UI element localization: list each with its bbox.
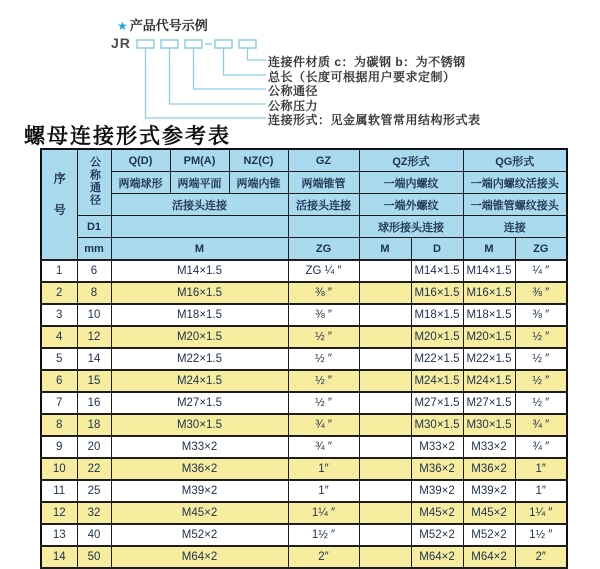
- cell-qz_d: M64×2: [411, 546, 463, 568]
- cell-gz: ½ ″: [288, 348, 359, 370]
- cell-dn: 22: [77, 458, 111, 480]
- cell-qg_m: M14×1.5: [463, 260, 515, 282]
- cell-dn: 40: [77, 524, 111, 546]
- cell-seq: 4: [41, 326, 77, 348]
- header-qg-desc1: 一端内螺纹活接头: [463, 172, 567, 194]
- cell-qz_m: [359, 546, 411, 568]
- cell-qz_m: [359, 348, 411, 370]
- header-qg-m: M: [463, 238, 515, 261]
- label-nominal-pressure: 公称压力: [268, 99, 319, 113]
- cell-qg_m: M30×1.5: [463, 414, 515, 436]
- cell-m: M20×1.5: [111, 326, 288, 348]
- header-nominal-diameter: 公称通径: [77, 149, 111, 216]
- star-icon: ★: [117, 19, 128, 33]
- cell-qg_m: M64×2: [463, 546, 515, 568]
- cell-gz: ½ ″: [288, 326, 359, 348]
- cell-qz_d: M27×1.5: [411, 392, 463, 414]
- cell-m: M39×2: [111, 480, 288, 502]
- cell-m: M24×1.5: [111, 370, 288, 392]
- cell-seq: 11: [41, 480, 77, 502]
- cell-qz_d: M52×2: [411, 524, 463, 546]
- header-qz-desc1: 一端内螺纹: [359, 172, 463, 194]
- header-qg-zg: ZG: [515, 238, 567, 261]
- cell-qg_zg: ⅜ ″: [515, 282, 567, 304]
- table-row: [41, 304, 567, 326]
- cell-qg_zg: 1″: [515, 458, 567, 480]
- cell-qz_d: M20×1.5: [411, 326, 463, 348]
- cell-m: M18×1.5: [111, 304, 288, 326]
- cell-qg_zg: 1″: [515, 480, 567, 502]
- cell-gz: 2″: [288, 546, 359, 568]
- header-q-desc: 两端球形: [111, 172, 170, 194]
- cell-qg_zg: 1½ ″: [515, 524, 567, 546]
- label-total-length: 总长（长度可根据用户要求定制）: [268, 70, 456, 84]
- code-box-5: [239, 40, 256, 48]
- cell-qg_m: M52×2: [463, 524, 515, 546]
- cell-qz_d: M16×1.5: [411, 282, 463, 304]
- cell-qz_d: M33×2: [411, 436, 463, 458]
- label-nominal-diameter: 公称通径: [268, 84, 319, 98]
- cell-gz: ½ ″: [288, 370, 359, 392]
- code-box-2: [161, 40, 178, 48]
- cell-seq: 7: [41, 392, 77, 414]
- cell-qz_d: M22×1.5: [411, 348, 463, 370]
- header-seq: 序号: [41, 149, 77, 260]
- cell-qz_m: [359, 326, 411, 348]
- header-union-connection-gz: 活接头连接: [288, 194, 359, 216]
- cell-qz_d: M24×1.5: [411, 370, 463, 392]
- diagram-heading-text: 产品代号示例: [129, 18, 208, 33]
- cell-qz_m: [359, 524, 411, 546]
- table-row: [41, 260, 567, 282]
- leader-lines: [146, 48, 267, 118]
- cell-dn: 12: [77, 326, 111, 348]
- header-col-nz: NZ(C): [229, 149, 288, 172]
- table-row: [41, 326, 567, 348]
- table-row: [41, 392, 567, 414]
- cell-qg_zg: ⅜ ″: [515, 304, 567, 326]
- cell-dn: 14: [77, 348, 111, 370]
- cell-qz_m: [359, 480, 411, 502]
- cell-m: M22×1.5: [111, 348, 288, 370]
- cell-qz_d: M39×2: [411, 480, 463, 502]
- cell-gz: ¾ ″: [288, 436, 359, 458]
- cell-qg_m: M24×1.5: [463, 370, 515, 392]
- cell-m: M16×1.5: [111, 282, 288, 304]
- header-qg-connection: 连接: [463, 216, 567, 238]
- header-empty-mspan: [111, 216, 288, 238]
- cell-dn: 32: [77, 502, 111, 524]
- cell-gz: ZG ¼ ″: [288, 260, 359, 282]
- label-connection-form: 连接形式：见金属软管常用结构形式表: [268, 113, 481, 127]
- table-row: [41, 524, 567, 546]
- header-union-connection: 活接头连接: [111, 194, 288, 216]
- cell-seq: 13: [41, 524, 77, 546]
- cell-dn: 50: [77, 546, 111, 568]
- table-row: [41, 502, 567, 524]
- table-body: [41, 260, 567, 568]
- cell-seq: 6: [41, 370, 77, 392]
- header-gz-desc: 两端锥管: [288, 172, 359, 194]
- diagram-heading: [117, 15, 208, 34]
- cell-qz_m: [359, 458, 411, 480]
- header-col-qz: QZ形式: [359, 149, 463, 172]
- cell-qz_m: [359, 260, 411, 282]
- cell-gz: ⅜ ″: [288, 304, 359, 326]
- header-d1: D1: [77, 216, 111, 238]
- header-col-pm: PM(A): [170, 149, 229, 172]
- cell-m: M36×2: [111, 458, 288, 480]
- cell-qg_zg: ½ ″: [515, 370, 567, 392]
- cell-m: M33×2: [111, 436, 288, 458]
- code-boxes: [137, 40, 256, 48]
- cell-seq: 10: [41, 458, 77, 480]
- header-zg: ZG: [288, 238, 359, 261]
- cell-dn: 6: [77, 260, 111, 282]
- cell-qz_m: [359, 392, 411, 414]
- cell-m: M14×1.5: [111, 260, 288, 282]
- cell-seq: 9: [41, 436, 77, 458]
- cell-seq: 12: [41, 502, 77, 524]
- cell-qz_m: [359, 282, 411, 304]
- cell-qz_d: M30×1.5: [411, 414, 463, 436]
- header-col-gz: GZ: [288, 149, 359, 172]
- header-qz-connection: 球形接头连接: [359, 216, 463, 238]
- header-col-qg: QG形式: [463, 149, 567, 172]
- cell-qg_m: M45×2: [463, 502, 515, 524]
- cell-qz_m: [359, 304, 411, 326]
- cell-qg_zg: ¼ ″: [515, 260, 567, 282]
- code-prefix: JR: [111, 35, 131, 51]
- cell-gz: ½ ″: [288, 392, 359, 414]
- header-empty-gz: [288, 216, 359, 238]
- header-qz-d: D: [411, 238, 463, 261]
- cell-qg_m: M36×2: [463, 458, 515, 480]
- cell-qz_m: [359, 502, 411, 524]
- cell-m: M52×2: [111, 524, 288, 546]
- cell-dn: 10: [77, 304, 111, 326]
- cell-gz: ¾ ″: [288, 414, 359, 436]
- cell-gz: 1″: [288, 480, 359, 502]
- table-row: [41, 414, 567, 436]
- header-qz-desc2: 一端外螺纹: [359, 194, 463, 216]
- table-row: [41, 546, 567, 568]
- cell-seq: 5: [41, 348, 77, 370]
- cell-gz: ⅜ ″: [288, 282, 359, 304]
- label-connector-material: 连接件材质 c：为碳钢 b：为不锈钢: [268, 55, 466, 69]
- table-row: [41, 348, 567, 370]
- cell-gz: 1½ ″: [288, 524, 359, 546]
- cell-gz: 1″: [288, 458, 359, 480]
- cell-qg_m: M22×1.5: [463, 348, 515, 370]
- cell-m: M30×1.5: [111, 414, 288, 436]
- header-m: M: [111, 238, 288, 261]
- table-row: [41, 436, 567, 458]
- cell-qg_zg: ½ ″: [515, 392, 567, 414]
- cell-gz: 1¼ ″: [288, 502, 359, 524]
- cell-seq: 14: [41, 546, 77, 568]
- cell-qz_d: M18×1.5: [411, 304, 463, 326]
- cell-qg_zg: ½ ″: [515, 326, 567, 348]
- cell-qg_m: M16×1.5: [463, 282, 515, 304]
- cell-qg_zg: 1¼ ″: [515, 502, 567, 524]
- cell-qg_zg: 2″: [515, 546, 567, 568]
- code-box-3: [185, 40, 202, 48]
- cell-m: M45×2: [111, 502, 288, 524]
- header-qg-desc2: 一端锥管螺纹接头: [463, 194, 567, 216]
- cell-dn: 15: [77, 370, 111, 392]
- cell-qg_m: M33×2: [463, 436, 515, 458]
- header-qz-m: M: [359, 238, 411, 261]
- header-col-q: Q(D): [111, 149, 170, 172]
- header-nz-desc: 两端内锥: [229, 172, 288, 194]
- table-row: [41, 480, 567, 502]
- cell-seq: 8: [41, 414, 77, 436]
- cell-m: M64×2: [111, 546, 288, 568]
- table-row: [41, 458, 567, 480]
- cell-qz_d: M36×2: [411, 458, 463, 480]
- cell-dn: 8: [77, 282, 111, 304]
- cell-qg_m: M18×1.5: [463, 304, 515, 326]
- cell-qg_m: M20×1.5: [463, 326, 515, 348]
- cell-qz_m: [359, 436, 411, 458]
- code-box-1: [137, 40, 154, 48]
- cell-qz_m: [359, 414, 411, 436]
- cell-seq: 2: [41, 282, 77, 304]
- cell-qz_d: M45×2: [411, 502, 463, 524]
- table-row: [41, 370, 567, 392]
- table-title: 螺母连接形式参考表: [24, 123, 231, 148]
- cell-dn: 18: [77, 414, 111, 436]
- cell-qg_zg: ¾ ″: [515, 436, 567, 458]
- cell-dn: 20: [77, 436, 111, 458]
- cell-qz_d: M14×1.5: [411, 260, 463, 282]
- cell-qg_m: M39×2: [463, 480, 515, 502]
- table-row: [41, 282, 567, 304]
- nut-connection-reference-table: [40, 148, 568, 569]
- cell-qz_m: [359, 370, 411, 392]
- cell-qg_m: M27×1.5: [463, 392, 515, 414]
- cell-m: M27×1.5: [111, 392, 288, 414]
- cell-seq: 1: [41, 260, 77, 282]
- code-box-4: [215, 40, 232, 48]
- cell-dn: 16: [77, 392, 111, 414]
- cell-seq: 3: [41, 304, 77, 326]
- table-header: [41, 149, 567, 260]
- cell-qg_zg: ½ ″: [515, 348, 567, 370]
- header-mm: mm: [77, 238, 111, 261]
- cell-dn: 25: [77, 480, 111, 502]
- cell-qg_zg: ¾ ″: [515, 414, 567, 436]
- header-pm-desc: 两端平面: [170, 172, 229, 194]
